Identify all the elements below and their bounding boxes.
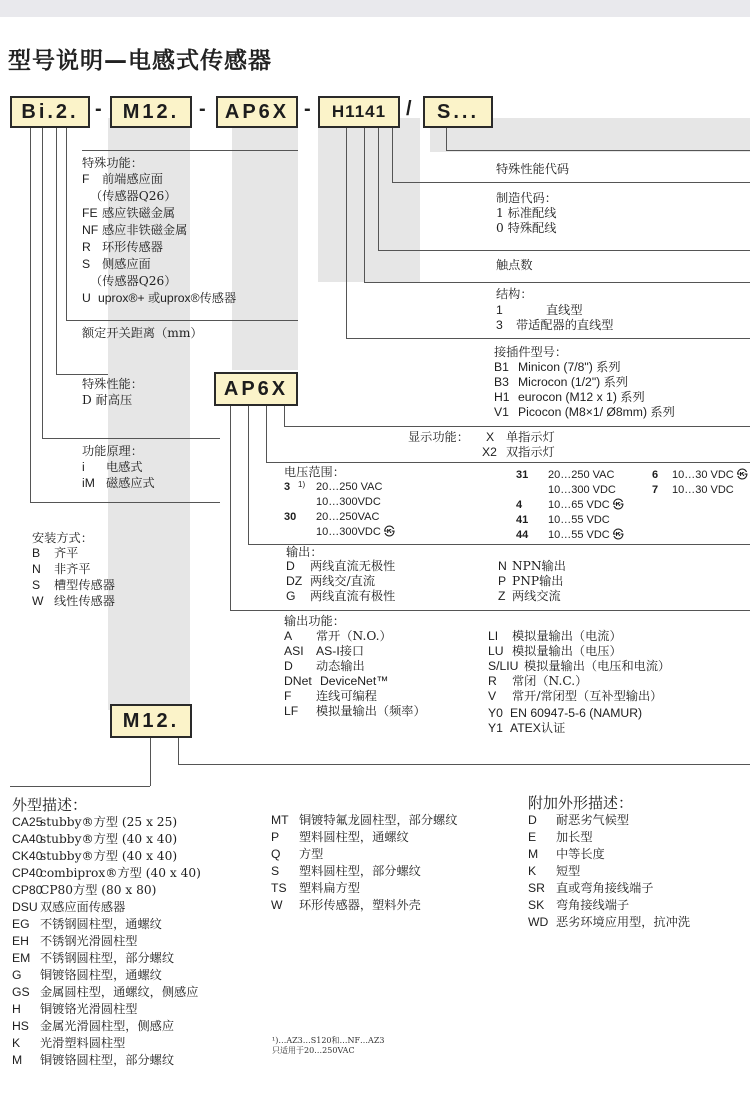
extra-title: 附加外形描述： bbox=[528, 794, 634, 812]
function-text: 侧感应面 bbox=[102, 257, 151, 271]
item-code: M bbox=[12, 1053, 23, 1067]
item-code: EM bbox=[12, 951, 31, 965]
item-text: 加长型 bbox=[556, 830, 593, 844]
line bbox=[266, 406, 267, 462]
item-code: SK bbox=[528, 898, 545, 912]
item-text: stubby®方型 (40 x 40) bbox=[40, 832, 178, 846]
output-function-code: S/LIU bbox=[488, 659, 519, 673]
mount-title: 安装方式： bbox=[32, 531, 93, 545]
code-box-m12-lower: M12. bbox=[110, 704, 192, 738]
mount-code: B bbox=[32, 546, 41, 560]
principle-im-code: iM bbox=[82, 476, 95, 490]
line bbox=[248, 406, 249, 544]
line bbox=[248, 544, 750, 545]
line bbox=[346, 128, 347, 338]
item-code: CP40 bbox=[12, 866, 43, 880]
display-x2-text: 双指示灯 bbox=[506, 445, 555, 459]
item-code: S bbox=[271, 864, 280, 878]
line bbox=[56, 128, 57, 374]
connector-text: Microcon (1/2") 系列 bbox=[518, 375, 628, 389]
item-code: M bbox=[528, 847, 539, 861]
output-text: 两线交/直流 bbox=[310, 574, 376, 588]
line bbox=[30, 502, 220, 503]
item-text: 耐恶劣气候型 bbox=[556, 813, 630, 827]
output-code: DZ bbox=[286, 574, 303, 588]
code-separator: / bbox=[406, 98, 412, 120]
special-function-title: 特殊功能： bbox=[82, 156, 143, 170]
item-text: CP80方型 (80 x 80) bbox=[40, 883, 157, 897]
connector-text: eurocon (M12 x 1) 系列 bbox=[518, 390, 645, 404]
output-text: NPN输出 bbox=[512, 559, 566, 573]
line bbox=[346, 338, 750, 339]
voltage-text: 20…250VAC bbox=[316, 511, 380, 523]
item-text: 弯角接线端子 bbox=[556, 898, 630, 912]
shape-title: 外型描述： bbox=[12, 796, 88, 814]
mfg-code-title: 制造代码： bbox=[496, 191, 557, 205]
function-text: （传感器Q26） bbox=[90, 189, 177, 203]
function-code: FE bbox=[82, 206, 98, 220]
line bbox=[42, 128, 43, 438]
special-performance-title: 特殊性能： bbox=[82, 377, 143, 391]
line bbox=[364, 128, 365, 282]
display-x-text: 单指示灯 bbox=[506, 430, 555, 444]
mount-text: 槽型传感器 bbox=[54, 578, 115, 592]
item-text: 金属圆柱型，通螺纹，侧感应 bbox=[40, 985, 199, 999]
item-code: DSU bbox=[12, 900, 38, 914]
function-code: U bbox=[82, 291, 91, 305]
voltage-text: 10…30 VDC ㉿ bbox=[672, 469, 748, 481]
line bbox=[178, 764, 750, 765]
function-text: 感应铁磁金属 bbox=[102, 206, 176, 220]
voltage-text: 20…250 VAC bbox=[548, 469, 615, 481]
item-text: 直或弯角接线端子 bbox=[556, 881, 654, 895]
mount-code: W bbox=[32, 594, 44, 608]
item-code: CA40 bbox=[12, 832, 43, 846]
output-text: 两线交流 bbox=[512, 589, 561, 603]
output-function-code: LU bbox=[488, 644, 504, 658]
line bbox=[30, 128, 31, 502]
line bbox=[10, 786, 150, 787]
output-function-code: R bbox=[488, 674, 497, 688]
output-title: 输出： bbox=[286, 545, 323, 559]
item-code: MT bbox=[271, 813, 289, 827]
voltage-code: 41 bbox=[516, 514, 529, 526]
item-text: 金属光滑圆柱型，侧感应 bbox=[40, 1019, 175, 1033]
display-title: 显示功能： bbox=[408, 430, 469, 444]
item-code: CP80 bbox=[12, 883, 43, 897]
code-separator: - bbox=[199, 98, 206, 120]
item-code: TS bbox=[271, 881, 287, 895]
output-function-text: 模拟量输出（频率） bbox=[316, 704, 426, 718]
item-code: P bbox=[271, 830, 280, 844]
function-code: S bbox=[82, 257, 91, 271]
item-text: 铜镀铬圆柱型，部分螺纹 bbox=[40, 1053, 175, 1067]
voltage-text: 10…55 VDC ㉿ bbox=[548, 529, 624, 541]
item-text: 铜镀铬圆柱型，通螺纹 bbox=[40, 968, 162, 982]
function-text: uprox®+ 或uprox®传感器 bbox=[98, 291, 237, 305]
mfg-code-1: 1 标准配线 bbox=[496, 206, 557, 220]
code-separator: - bbox=[304, 98, 311, 120]
item-text: 短型 bbox=[556, 864, 581, 878]
output-function-text: 连线可编程 bbox=[316, 689, 377, 703]
output-function-text: 常开（N.O.） bbox=[316, 629, 392, 643]
function-text: 环形传感器 bbox=[102, 240, 163, 254]
item-text: 环形传感器，塑料外壳 bbox=[299, 898, 421, 912]
output-function-code: A bbox=[284, 629, 293, 643]
function-text: 前端感应面 bbox=[102, 172, 163, 186]
voltage-text: 10…300 VDC bbox=[548, 484, 616, 496]
output-function-code: F bbox=[284, 689, 292, 703]
item-code: HS bbox=[12, 1019, 29, 1033]
item-text: 铜镀铬光滑圆柱型 bbox=[40, 1002, 138, 1016]
connector-text: Minicon (7/8") 系列 bbox=[518, 360, 621, 374]
output-function-code: ASI bbox=[284, 644, 304, 658]
connector-code: B1 bbox=[494, 360, 509, 374]
item-code: E bbox=[528, 830, 537, 844]
principle-title: 功能原理： bbox=[82, 444, 143, 458]
display-x2-code: X2 bbox=[482, 445, 497, 459]
line bbox=[42, 438, 220, 439]
output-function-text: EN 60947-5-6 (NAMUR) bbox=[510, 706, 643, 720]
output-function-code: LI bbox=[488, 629, 499, 643]
voltage-sup: 1) bbox=[298, 480, 306, 489]
item-code: SR bbox=[528, 881, 545, 895]
footnote: 只适用于20…250VAC bbox=[272, 1046, 355, 1055]
item-code: H bbox=[12, 1002, 21, 1016]
line bbox=[446, 128, 447, 150]
item-code: G bbox=[12, 968, 22, 982]
output-function-code: Y0 bbox=[488, 706, 503, 720]
output-function-title: 输出功能： bbox=[284, 614, 345, 628]
voltage-code: 3 bbox=[284, 481, 291, 493]
function-code: R bbox=[82, 240, 91, 254]
output-function-text: DeviceNet™ bbox=[320, 674, 389, 688]
function-text: （传感器Q26） bbox=[90, 274, 177, 288]
function-code: F bbox=[82, 172, 90, 186]
voltage-code: 6 bbox=[652, 469, 659, 481]
line bbox=[364, 282, 750, 283]
output-text: PNP输出 bbox=[512, 574, 564, 588]
item-text: 恶劣环境应用型，抗冲洗 bbox=[556, 915, 691, 929]
item-text: 双感应面传感器 bbox=[40, 900, 126, 914]
page-title: 型号说明—电感式传感器 bbox=[8, 48, 272, 74]
mount-code: N bbox=[32, 562, 41, 576]
mount-text: 齐平 bbox=[54, 546, 79, 560]
function-code: NF bbox=[82, 223, 99, 237]
output-function-text: ATEX认证 bbox=[510, 721, 566, 735]
line bbox=[150, 738, 151, 786]
mount-code: S bbox=[32, 578, 41, 592]
output-function-text: 常闭（N.C.） bbox=[512, 674, 588, 688]
voltage-code: 31 bbox=[516, 469, 529, 481]
line bbox=[284, 426, 750, 427]
item-text: combiprox®方型 (40 x 40) bbox=[40, 866, 201, 880]
item-text: 铜镀特氟龙圆柱型，部分螺纹 bbox=[299, 813, 458, 827]
item-text: 中等长度 bbox=[556, 847, 605, 861]
output-code: Z bbox=[498, 589, 506, 603]
code-box-s: S... bbox=[423, 96, 493, 128]
connector-code: V1 bbox=[494, 405, 509, 419]
voltage-text: 10…300VDC ㉿ bbox=[316, 526, 395, 538]
output-function-code: DNet bbox=[284, 674, 312, 688]
line bbox=[266, 462, 750, 463]
item-code: K bbox=[528, 864, 537, 878]
code-box-m12: M12. bbox=[110, 96, 192, 128]
output-function-text: 模拟量输出（电压和电流） bbox=[524, 659, 671, 673]
structure-3-text: 带适配器的直线型 bbox=[516, 318, 614, 332]
code-box-ap6x: AP6X bbox=[216, 96, 298, 128]
principle-i-code: i bbox=[82, 460, 85, 474]
code-box-ap6x-lower: AP6X bbox=[214, 372, 298, 406]
voltage-code: 4 bbox=[516, 499, 523, 511]
rated-distance-label: 额定开关距离（mm） bbox=[82, 326, 203, 340]
line bbox=[230, 406, 231, 610]
item-code: CA25 bbox=[12, 815, 43, 829]
line bbox=[392, 128, 393, 182]
voltage-code: 7 bbox=[652, 484, 659, 496]
item-code: D bbox=[528, 813, 537, 827]
output-function-code: V bbox=[488, 689, 497, 703]
item-text: 不锈钢圆柱型，通螺纹 bbox=[40, 917, 162, 931]
display-x-code: X bbox=[486, 430, 495, 444]
item-code: EG bbox=[12, 917, 30, 931]
connector-code: H1 bbox=[494, 390, 510, 404]
line bbox=[178, 738, 179, 764]
output-code: N bbox=[498, 559, 507, 573]
voltage-title: 电压范围： bbox=[284, 465, 345, 479]
item-text: 塑料扁方型 bbox=[299, 881, 360, 895]
output-function-code: LF bbox=[284, 704, 299, 718]
output-text: 两线直流无极性 bbox=[310, 559, 396, 573]
item-text: 光滑塑料圆柱型 bbox=[40, 1036, 126, 1050]
line bbox=[66, 128, 67, 320]
line bbox=[56, 374, 108, 375]
footnote: ¹)…AZ3…S120和…NF…AZ3 bbox=[272, 1036, 385, 1045]
mount-text: 非齐平 bbox=[54, 562, 91, 576]
voltage-text: 10…65 VDC ㉿ bbox=[548, 499, 624, 511]
item-text: 不锈钢圆柱型，部分螺纹 bbox=[40, 951, 175, 965]
structure-3-code: 3 bbox=[496, 318, 503, 332]
connector-title: 接插件型号： bbox=[494, 345, 568, 359]
code-separator: - bbox=[95, 98, 102, 120]
output-function-code: D bbox=[284, 659, 293, 673]
line bbox=[230, 610, 750, 611]
output-function-text: 常开/常闭型（互补型输出） bbox=[512, 689, 663, 703]
voltage-text: 20…250 VAC bbox=[316, 481, 383, 493]
item-code: CK40 bbox=[12, 849, 43, 863]
item-code: WD bbox=[528, 915, 549, 929]
special-performance-d: D 耐高压 bbox=[82, 393, 133, 407]
output-function-code: Y1 bbox=[488, 721, 503, 735]
voltage-code: 30 bbox=[284, 511, 297, 523]
grey-band-ap6x bbox=[232, 118, 298, 370]
connector-code: B3 bbox=[494, 375, 509, 389]
item-text: stubby®方型 (25 x 25) bbox=[40, 815, 178, 829]
output-function-text: 动态输出 bbox=[316, 659, 365, 673]
structure-1-code: 1 bbox=[496, 303, 503, 317]
code-box-h1141: H1141 bbox=[318, 96, 400, 128]
output-code: P bbox=[498, 574, 507, 588]
line bbox=[378, 128, 379, 250]
line bbox=[66, 320, 298, 321]
line bbox=[392, 182, 750, 183]
structure-1-text: 直线型 bbox=[546, 303, 583, 317]
output-function-text: 模拟量输出（电流） bbox=[512, 629, 622, 643]
output-function-text: 模拟量输出（电压） bbox=[512, 644, 622, 658]
item-text: stubby®方型 (40 x 40) bbox=[40, 849, 178, 863]
line bbox=[284, 406, 285, 426]
principle-im-text: 磁感应式 bbox=[106, 476, 155, 490]
item-code: EH bbox=[12, 934, 29, 948]
top-bar bbox=[0, 0, 750, 17]
item-text: 塑料圆柱型，部分螺纹 bbox=[299, 864, 421, 878]
voltage-text: 10…55 VDC bbox=[548, 514, 610, 526]
mount-text: 线性传感器 bbox=[54, 594, 115, 608]
item-code: Q bbox=[271, 847, 281, 861]
item-code: W bbox=[271, 898, 283, 912]
item-text: 塑料圆柱型，通螺纹 bbox=[299, 830, 409, 844]
code-box-bi2: Bi.2. bbox=[10, 96, 90, 128]
structure-title: 结构： bbox=[496, 287, 533, 301]
connector-text: Picocon (M8×1/ Ø8mm) 系列 bbox=[518, 405, 675, 419]
output-code: D bbox=[286, 559, 295, 573]
line bbox=[82, 150, 298, 151]
line bbox=[378, 250, 750, 251]
output-code: G bbox=[286, 589, 296, 603]
grey-band-h1141 bbox=[318, 118, 420, 282]
item-text: 不锈钢光滑圆柱型 bbox=[40, 934, 138, 948]
output-function-text: AS-I接口 bbox=[316, 644, 365, 658]
item-code: K bbox=[12, 1036, 21, 1050]
mfg-code-0: 0 特殊配线 bbox=[496, 221, 557, 235]
contacts-label: 触点数 bbox=[496, 258, 533, 272]
voltage-code: 44 bbox=[516, 529, 529, 541]
item-code: GS bbox=[12, 985, 30, 999]
voltage-text: 10…300VDC bbox=[316, 496, 381, 508]
special-code-label: 特殊性能代码 bbox=[496, 162, 570, 176]
item-text: 方型 bbox=[299, 847, 324, 861]
line bbox=[446, 150, 750, 151]
function-text: 感应非铁磁金属 bbox=[102, 223, 188, 237]
output-text: 两线直流有极性 bbox=[310, 589, 396, 603]
voltage-text: 10…30 VDC bbox=[672, 484, 734, 496]
principle-i-text: 电感式 bbox=[106, 460, 143, 474]
